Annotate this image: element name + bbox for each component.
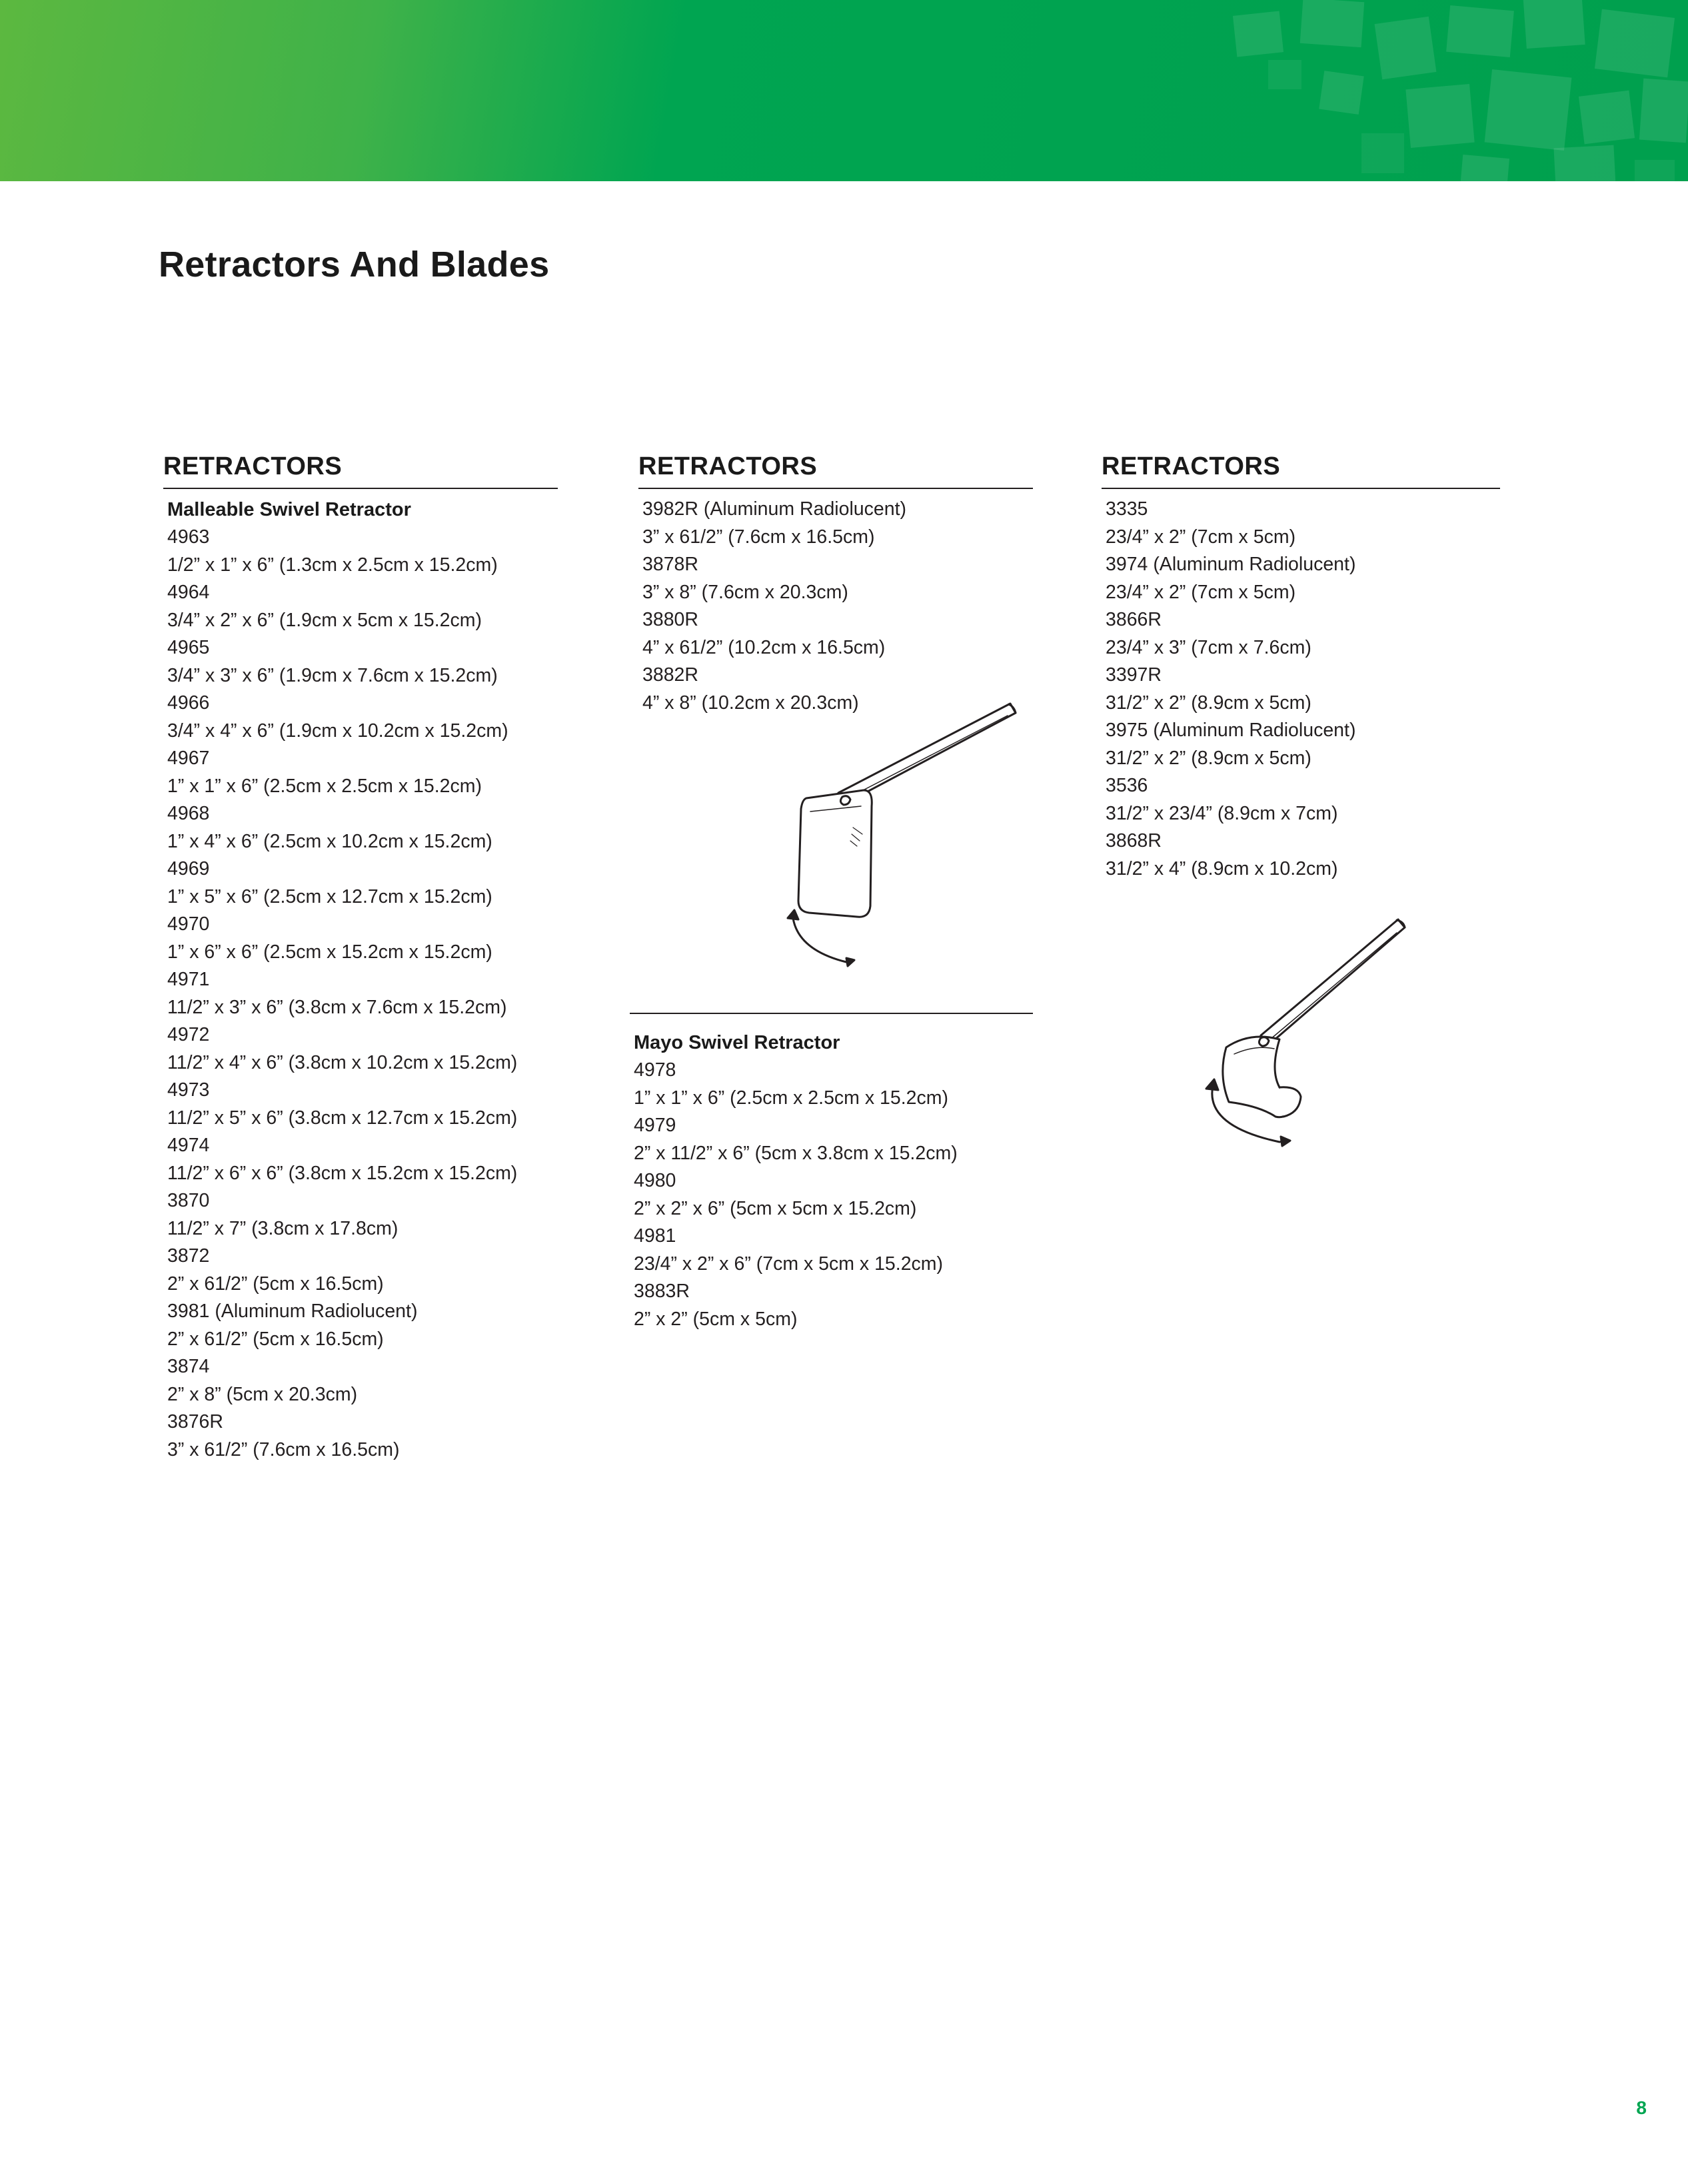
list-item: 4963 [167, 526, 210, 548]
group-title: Mayo Swivel Retractor [634, 1032, 840, 1053]
list-item: 4971 [167, 969, 210, 990]
list-item: 3” x 61/2” (7.6cm x 16.5cm) [167, 1438, 400, 1460]
list-item: 2” x 2” x 6” (5cm x 5cm x 15.2cm) [634, 1197, 917, 1219]
list-item: 11/2” x 5” x 6” (3.8cm x 12.7cm x 15.2cm) [167, 1107, 518, 1129]
column-heading: RETRACTORS [638, 452, 818, 480]
list-item: 2” x 61/2” (5cm x 16.5cm) [167, 1328, 384, 1350]
list-item: 1” x 4” x 6” (2.5cm x 10.2cm x 15.2cm) [167, 830, 492, 852]
group-title: Malleable Swivel Retractor [167, 499, 411, 520]
column-3 [1102, 450, 1500, 883]
list-item: 3982R (Aluminum Radiolucent) [642, 498, 907, 520]
flat-blade-retractor-illustration [773, 693, 1026, 973]
page-number: 8 [1636, 2097, 1647, 2118]
curved-blade-retractor-illustration [1186, 913, 1413, 1159]
list-item: 2” x 8” (5cm x 20.3cm) [167, 1383, 358, 1405]
list-item: 3/4” x 4” x 6” (1.9cm x 10.2cm x 15.2cm) [167, 720, 508, 742]
list-item: 31/2” x 2” (8.9cm x 5cm) [1106, 747, 1311, 769]
list-item: 4967 [167, 748, 210, 769]
list-item: 3874 [167, 1356, 210, 1377]
list-item: 1” x 6” x 6” (2.5cm x 15.2cm x 15.2cm) [167, 941, 492, 963]
list-item: 4” x 61/2” (10.2cm x 16.5cm) [642, 636, 886, 658]
list-item: 1” x 5” x 6” (2.5cm x 12.7cm x 15.2cm) [167, 885, 492, 907]
page-title: Retractors And Blades [159, 245, 550, 284]
list-item: 3866R [1106, 609, 1162, 630]
list-item: 2” x 61/2” (5cm x 16.5cm) [167, 1273, 384, 1295]
list-item: 3397R [1106, 664, 1162, 686]
list-item: 11/2” x 4” x 6” (3.8cm x 10.2cm x 15.2cm) [167, 1051, 518, 1073]
list-item: 4980 [634, 1170, 676, 1191]
list-item: 4981 [634, 1225, 676, 1247]
spec-list [630, 1057, 1033, 1333]
list-item: 4964 [167, 582, 210, 603]
list-item: 4978 [634, 1059, 676, 1081]
list-item: 3335 [1106, 498, 1148, 520]
list-item: 2” x 2” (5cm x 5cm) [634, 1308, 798, 1330]
list-item: 3870 [167, 1190, 210, 1211]
list-item: 3/4” x 3” x 6” (1.9cm x 7.6cm x 15.2cm) [167, 664, 498, 686]
list-item: 4965 [167, 637, 210, 658]
list-item: 1” x 1” x 6” (2.5cm x 2.5cm x 15.2cm) [167, 775, 482, 797]
list-item: 4” x 8” (10.2cm x 20.3cm) [642, 692, 859, 714]
list-item: 31/2” x 2” (8.9cm x 5cm) [1106, 692, 1311, 714]
list-item: 4969 [167, 858, 210, 879]
column-2-lower [630, 1013, 1033, 1333]
list-item: 1/2” x 1” x 6” (1.3cm x 2.5cm x 15.2cm) [167, 554, 498, 576]
header-banner [0, 0, 1688, 181]
spec-list [1102, 496, 1500, 883]
list-item: 3536 [1106, 775, 1148, 796]
spec-list [163, 524, 558, 1464]
list-item: 4973 [167, 1079, 210, 1101]
list-item: 31/2” x 4” (8.9cm x 10.2cm) [1106, 857, 1338, 879]
column-heading: RETRACTORS [1102, 452, 1281, 480]
list-item: 23/4” x 2” (7cm x 5cm) [1106, 526, 1296, 548]
banner-square-pattern [1208, 0, 1688, 181]
list-item: 3880R [642, 609, 698, 630]
list-item: 4979 [634, 1115, 676, 1136]
list-item: 23/4” x 2” (7cm x 5cm) [1106, 581, 1296, 603]
list-item: 3” x 8” (7.6cm x 20.3cm) [642, 581, 848, 603]
list-item: 3868R [1106, 830, 1162, 851]
list-item: 4972 [167, 1024, 210, 1045]
list-item: 23/4” x 2” x 6” (7cm x 5cm x 15.2cm) [634, 1253, 944, 1275]
list-item: 3975 (Aluminum Radiolucent) [1106, 720, 1356, 741]
column-heading: RETRACTORS [163, 452, 343, 480]
list-item: 11/2” x 3” x 6” (3.8cm x 7.6cm x 15.2cm) [167, 996, 507, 1018]
list-item: 3981 (Aluminum Radiolucent) [167, 1301, 418, 1322]
spec-list [638, 496, 1033, 717]
list-item: 3872 [167, 1245, 210, 1267]
list-item: 11/2” x 6” x 6” (3.8cm x 15.2cm x 15.2cm) [167, 1162, 518, 1184]
column-2 [638, 450, 1033, 717]
list-item: 4968 [167, 803, 210, 824]
list-item: 31/2” x 23/4” (8.9cm x 7cm) [1106, 802, 1338, 824]
column-1 [163, 450, 558, 1464]
list-item: 3974 (Aluminum Radiolucent) [1106, 554, 1356, 575]
list-item: 1” x 1” x 6” (2.5cm x 2.5cm x 15.2cm) [634, 1087, 948, 1109]
list-item: 3883R [634, 1281, 690, 1302]
list-item: 23/4” x 3” (7cm x 7.6cm) [1106, 636, 1311, 658]
list-item: 11/2” x 7” (3.8cm x 17.8cm) [167, 1217, 399, 1239]
list-item: 3878R [642, 554, 698, 575]
list-item: 4970 [167, 913, 210, 935]
list-item: 3” x 61/2” (7.6cm x 16.5cm) [642, 526, 875, 548]
list-item: 3882R [642, 664, 698, 686]
list-item: 3/4” x 2” x 6” (1.9cm x 5cm x 15.2cm) [167, 609, 482, 631]
list-item: 3876R [167, 1411, 223, 1432]
list-item: 4974 [167, 1135, 210, 1156]
list-item: 4966 [167, 692, 210, 714]
list-item: 2” x 11/2” x 6” (5cm x 3.8cm x 15.2cm) [634, 1142, 958, 1164]
